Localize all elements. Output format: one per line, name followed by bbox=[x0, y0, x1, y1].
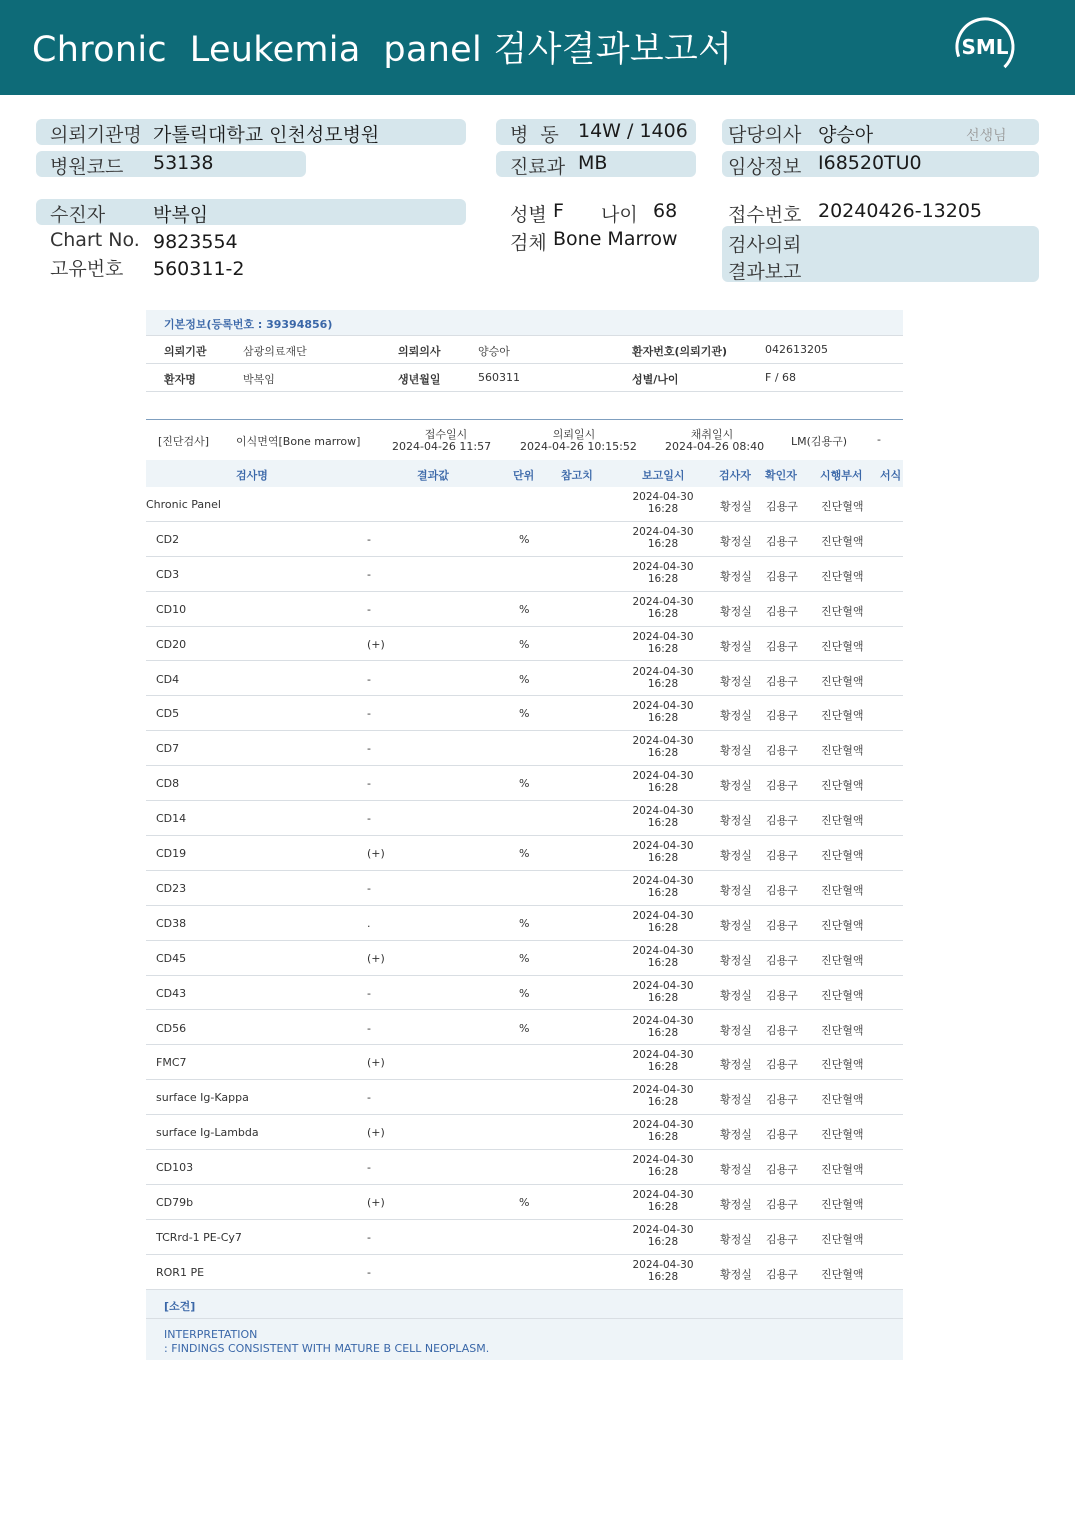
report-time: 16:28 bbox=[647, 1235, 679, 1248]
test-name: CD79b bbox=[156, 1196, 194, 1209]
tester-name: 황정실 bbox=[720, 1232, 752, 1246]
req-label: 의뢰일시 bbox=[552, 428, 596, 441]
table-row bbox=[146, 1115, 903, 1150]
basic-info-title: 기본정보(등록번호 : 39394856) bbox=[164, 318, 333, 331]
tester-name: 황정실 bbox=[720, 1128, 752, 1142]
table-row bbox=[146, 1080, 903, 1115]
result-value: - bbox=[367, 567, 371, 581]
dept-name: 진단혈액 bbox=[821, 779, 864, 793]
report-datetime bbox=[628, 526, 698, 550]
request-label: 검사의뢰 bbox=[728, 234, 802, 256]
unit-value: % bbox=[519, 847, 530, 860]
report-date: 2024-04-30 bbox=[632, 1258, 694, 1271]
report-date: 2024-04-30 bbox=[632, 944, 694, 957]
result-value: (+) bbox=[367, 951, 385, 965]
dept-name: 진단혈액 bbox=[821, 883, 864, 897]
tester-name: 황정실 bbox=[720, 849, 752, 862]
report-datetime bbox=[628, 631, 698, 655]
test-name: CD10 bbox=[156, 602, 187, 616]
report-datetime bbox=[628, 1015, 698, 1039]
col-confirmer: 확인자 bbox=[765, 469, 797, 482]
tester-name: 황정실 bbox=[720, 709, 752, 723]
confirmer-name: 김용구 bbox=[766, 1232, 798, 1246]
accession-label: 접수번호 bbox=[728, 204, 802, 226]
tester-name: 황정실 bbox=[720, 883, 752, 897]
confirmer-name: 김용구 bbox=[766, 674, 798, 688]
test-name: ROR1 PE bbox=[156, 1265, 205, 1279]
report-date: 2024-04-30 bbox=[632, 840, 694, 852]
hospital-code-label: 병원코드 bbox=[50, 156, 124, 178]
table-row bbox=[146, 522, 903, 557]
table-row bbox=[146, 1045, 903, 1080]
report-time: 16:28 bbox=[647, 817, 679, 830]
report-time: 16:28 bbox=[647, 1061, 679, 1074]
exam-type: [진단검사] bbox=[158, 435, 210, 448]
label-doctor: 의뢰의사 bbox=[398, 345, 441, 358]
dept-name: 진단혈액 bbox=[821, 1093, 864, 1107]
sex-value: F bbox=[553, 200, 564, 222]
table-row bbox=[146, 1185, 903, 1220]
interpretation-title: INTERPRETATION bbox=[164, 1328, 258, 1341]
confirmer-name: 김용구 bbox=[766, 814, 798, 828]
unit-value: % bbox=[519, 1021, 530, 1035]
findings-header bbox=[146, 1290, 903, 1318]
confirmer-name: 김용구 bbox=[766, 744, 798, 758]
specimen-label: 검체 bbox=[510, 232, 547, 254]
tester-name: 황정실 bbox=[720, 639, 752, 653]
result-value: - bbox=[367, 672, 371, 686]
table-row bbox=[146, 627, 903, 662]
tester-name: 황정실 bbox=[720, 1058, 752, 1072]
confirmer-name: 김용구 bbox=[766, 1163, 798, 1177]
test-name: CD56 bbox=[156, 1021, 187, 1035]
confirmer-name: 김용구 bbox=[766, 1093, 798, 1107]
tester-name: 황정실 bbox=[720, 674, 752, 688]
col-report-date: 보고일시 bbox=[642, 469, 685, 482]
specimen-value: Bone Marrow bbox=[553, 228, 678, 250]
dept-name: 진단혈액 bbox=[821, 1267, 864, 1281]
report-datetime bbox=[628, 1084, 698, 1108]
ward-label: 병 동 bbox=[510, 124, 559, 146]
interpretation-text: : FINDINGS CONSISTENT WITH MATURE B CELL NEOPLASM. bbox=[164, 1342, 490, 1355]
result-value: (+) bbox=[367, 1196, 385, 1209]
table-row bbox=[146, 1011, 903, 1046]
unit-value: % bbox=[519, 637, 530, 651]
result-value: - bbox=[367, 1161, 371, 1175]
report-time: 16:28 bbox=[647, 572, 679, 585]
age-value: 68 bbox=[653, 200, 678, 222]
dept-name: 진단혈액 bbox=[821, 1128, 864, 1142]
report-datetime bbox=[628, 1119, 698, 1143]
report-datetime bbox=[628, 596, 698, 620]
page-title: Chronic Leukemia panel 검사결과보고서 bbox=[32, 30, 733, 70]
report-date: 2024-04-30 bbox=[632, 1154, 694, 1167]
result-value: (+) bbox=[367, 847, 385, 860]
result-label: 결과보고 bbox=[728, 261, 802, 283]
test-name: CD38 bbox=[156, 916, 187, 930]
lm-value: LM(김용구) bbox=[791, 435, 848, 448]
table-row bbox=[146, 1255, 903, 1290]
test-name: Chronic Panel bbox=[146, 498, 221, 511]
report-datetime bbox=[628, 945, 698, 969]
result-value: - bbox=[367, 532, 371, 546]
result-value: - bbox=[367, 707, 371, 721]
report-time: 16:28 bbox=[647, 607, 679, 620]
ward-value: 14W / 1406 bbox=[578, 120, 688, 142]
report-time: 16:28 bbox=[647, 991, 679, 1004]
doctor-value: 양승아 bbox=[818, 124, 874, 146]
table-row bbox=[146, 1220, 903, 1255]
unit-value: % bbox=[519, 602, 530, 616]
dept-name: 진단혈액 bbox=[821, 709, 864, 723]
exam-info-row bbox=[146, 426, 903, 456]
sex-label: 성별 bbox=[510, 204, 547, 226]
col-unit: 단위 bbox=[513, 469, 535, 482]
col-form: 서식 bbox=[880, 469, 902, 482]
tester-name: 황정실 bbox=[720, 814, 752, 828]
confirmer-name: 김용구 bbox=[766, 849, 798, 862]
report-datetime bbox=[628, 770, 698, 794]
table-row bbox=[146, 801, 903, 836]
confirmer-name: 김용구 bbox=[766, 1267, 798, 1281]
report-date: 2024-04-30 bbox=[632, 630, 694, 643]
value-sex-age: F / 68 bbox=[765, 371, 797, 384]
tester-name: 황정실 bbox=[720, 1198, 752, 1211]
report-datetime bbox=[628, 491, 698, 515]
report-date: 2024-04-30 bbox=[632, 805, 694, 818]
report-datetime bbox=[628, 700, 698, 724]
label-patient-name: 환자명 bbox=[164, 373, 196, 386]
chart-value: 9823554 bbox=[153, 231, 238, 253]
tester-name: 황정실 bbox=[720, 1163, 752, 1177]
test-name: CD8 bbox=[156, 777, 180, 791]
tester-name: 황정실 bbox=[720, 779, 752, 793]
report-time: 16:28 bbox=[647, 956, 679, 969]
result-value: - bbox=[367, 1021, 371, 1035]
unique-label: 고유번호 bbox=[50, 258, 124, 280]
table-header bbox=[146, 460, 903, 487]
dept-name: 진단혈액 bbox=[821, 1023, 864, 1037]
report-datetime bbox=[628, 1189, 698, 1213]
doctor-suffix: 선생님 bbox=[966, 128, 1007, 144]
result-value: . bbox=[367, 916, 371, 930]
report-time: 16:28 bbox=[647, 1166, 679, 1179]
age-label: 나이 bbox=[601, 204, 638, 226]
test-name: CD23 bbox=[156, 881, 187, 895]
tester-name: 황정실 bbox=[720, 744, 752, 758]
report-time: 16:28 bbox=[647, 886, 679, 899]
report-date: 2024-04-30 bbox=[632, 1014, 694, 1027]
result-value: - bbox=[367, 881, 371, 895]
result-value: - bbox=[367, 812, 371, 826]
report-date: 2024-04-30 bbox=[632, 1119, 694, 1132]
institution-value: 가톨릭대학교 인천성모병원 bbox=[153, 124, 380, 146]
interpretation-box bbox=[146, 1319, 903, 1360]
report-time: 16:28 bbox=[647, 503, 679, 515]
col-tester: 검사자 bbox=[719, 469, 751, 482]
report-time: 16:28 bbox=[647, 1026, 679, 1039]
confirmer-name: 김용구 bbox=[766, 918, 798, 932]
dept-name: 진단혈액 bbox=[821, 639, 864, 653]
result-value: (+) bbox=[367, 1126, 385, 1140]
table-row bbox=[146, 941, 903, 976]
hospital-code-value: 53138 bbox=[153, 152, 214, 174]
test-name: CD4 bbox=[156, 672, 180, 686]
report-datetime bbox=[628, 1224, 698, 1248]
doctor-label: 담당의사 bbox=[728, 124, 802, 146]
confirmer-name: 김용구 bbox=[766, 1023, 798, 1037]
confirmer-name: 김용구 bbox=[766, 988, 798, 1002]
tester-name: 황정실 bbox=[720, 1267, 752, 1281]
dept-name: 진단혈액 bbox=[821, 1198, 864, 1211]
report-time: 16:28 bbox=[647, 1096, 679, 1109]
report-time: 16:28 bbox=[647, 677, 679, 690]
label-institution: 의뢰기관 bbox=[164, 345, 207, 358]
col-value: 2024-04-26 08:40 bbox=[665, 440, 765, 453]
result-value: - bbox=[367, 1230, 371, 1244]
accession-value: 20240426-13205 bbox=[818, 200, 983, 222]
test-name: CD2 bbox=[156, 532, 180, 546]
report-date: 2024-04-30 bbox=[632, 1084, 694, 1097]
report-time: 16:28 bbox=[647, 712, 679, 725]
table-row bbox=[146, 696, 903, 731]
basic-info-row-2 bbox=[146, 371, 903, 391]
report-time: 16:28 bbox=[647, 921, 679, 934]
report-time: 16:28 bbox=[647, 537, 679, 550]
test-name: CD43 bbox=[156, 986, 187, 1000]
recipient-label: 수진자 bbox=[50, 204, 106, 226]
table-row bbox=[146, 766, 903, 801]
report-datetime bbox=[628, 1049, 698, 1073]
recv-label: 접수일시 bbox=[424, 428, 468, 441]
report-datetime bbox=[628, 735, 698, 759]
report-time: 16:28 bbox=[647, 782, 679, 795]
result-value: - bbox=[367, 742, 371, 756]
test-name: surface Ig-Kappa bbox=[156, 1091, 249, 1105]
institution-label: 의뢰기관명 bbox=[50, 124, 142, 146]
clinical-label: 임상정보 bbox=[728, 156, 802, 178]
confirmer-name: 김용구 bbox=[766, 639, 798, 653]
report-date: 2024-04-30 bbox=[632, 770, 694, 783]
test-name: CD19 bbox=[156, 847, 187, 860]
dept-label: 진료과 bbox=[510, 156, 566, 178]
result-value: (+) bbox=[367, 637, 385, 651]
result-value: - bbox=[367, 777, 371, 791]
report-datetime bbox=[628, 980, 698, 1004]
unit-value: % bbox=[519, 707, 530, 721]
report-time: 16:28 bbox=[647, 1201, 679, 1213]
table-row bbox=[146, 1150, 903, 1185]
exam-name: 이식면역[Bone marrow] bbox=[236, 435, 361, 448]
confirmer-name: 김용구 bbox=[766, 569, 798, 583]
result-value: (+) bbox=[367, 1056, 385, 1070]
report-datetime bbox=[628, 875, 698, 899]
dept-name: 진단혈액 bbox=[821, 1163, 864, 1177]
req-value: 2024-04-26 10:15:52 bbox=[520, 440, 637, 453]
dept-name: 진단혈액 bbox=[821, 988, 864, 1002]
col-dept: 시행부서 bbox=[820, 469, 863, 482]
table-row bbox=[146, 662, 903, 697]
confirmer-name: 김용구 bbox=[766, 604, 798, 618]
tester-name: 황정실 bbox=[720, 604, 752, 618]
label-birth: 생년월일 bbox=[398, 373, 441, 386]
unit-value: % bbox=[519, 532, 530, 546]
lab-report bbox=[146, 310, 903, 1360]
svg-text:SML: SML bbox=[961, 35, 1009, 59]
report-time: 16:28 bbox=[647, 1270, 679, 1283]
dept-value: MB bbox=[578, 152, 608, 174]
confirmer-name: 김용구 bbox=[766, 709, 798, 723]
value-patient-name: 박복임 bbox=[243, 373, 275, 386]
tester-name: 황정실 bbox=[720, 1093, 752, 1107]
col-reference: 참고치 bbox=[561, 469, 593, 482]
report-datetime bbox=[628, 666, 698, 690]
tester-name: 황정실 bbox=[720, 1023, 752, 1037]
confirmer-name: 김용구 bbox=[766, 779, 798, 793]
report-date: 2024-04-30 bbox=[632, 1223, 694, 1236]
table-row bbox=[146, 592, 903, 627]
result-value: - bbox=[367, 1091, 371, 1105]
unit-value: % bbox=[519, 951, 530, 965]
test-name: surface Ig-Lambda bbox=[156, 1126, 259, 1140]
tester-name: 황정실 bbox=[720, 500, 752, 513]
test-name: TCRrd-1 PE-Cy7 bbox=[156, 1230, 242, 1244]
col-test-name: 검사명 bbox=[236, 469, 268, 482]
confirmer-name: 김용구 bbox=[766, 1128, 798, 1142]
report-time: 16:28 bbox=[647, 747, 679, 760]
report-date: 2024-04-30 bbox=[632, 491, 694, 503]
lm-dash: - bbox=[877, 433, 881, 446]
confirmer-name: 김용구 bbox=[766, 534, 798, 548]
test-name: CD20 bbox=[156, 637, 187, 651]
basic-info-header bbox=[146, 310, 903, 335]
test-name: CD103 bbox=[156, 1161, 194, 1175]
unit-value: % bbox=[519, 672, 530, 686]
unique-value: 560311-2 bbox=[153, 258, 245, 280]
dept-name: 진단혈액 bbox=[821, 500, 864, 513]
dept-name: 진단혈액 bbox=[821, 1058, 864, 1072]
dept-name: 진단혈액 bbox=[821, 849, 864, 862]
report-date: 2024-04-30 bbox=[632, 909, 694, 922]
value-birth: 560311 bbox=[478, 371, 520, 384]
table-row bbox=[146, 557, 903, 592]
report-date: 2024-04-30 bbox=[632, 979, 694, 992]
value-institution: 삼광의료재단 bbox=[243, 345, 307, 358]
report-date: 2024-04-30 bbox=[632, 665, 694, 678]
report-header bbox=[0, 0, 1075, 95]
table-row bbox=[146, 906, 903, 941]
report-time: 16:28 bbox=[647, 642, 679, 655]
confirmer-name: 김용구 bbox=[766, 883, 798, 897]
dept-name: 진단혈액 bbox=[821, 744, 864, 758]
table-row bbox=[146, 871, 903, 906]
report-datetime bbox=[628, 561, 698, 585]
report-date: 2024-04-30 bbox=[632, 595, 694, 608]
confirmer-name: 김용구 bbox=[766, 1058, 798, 1072]
report-date: 2024-04-30 bbox=[632, 1189, 694, 1201]
confirmer-name: 김용구 bbox=[766, 1198, 798, 1211]
unit-value: % bbox=[519, 986, 530, 1000]
report-datetime bbox=[628, 805, 698, 829]
report-datetime bbox=[628, 840, 698, 864]
dept-name: 진단혈액 bbox=[821, 674, 864, 688]
tester-name: 황정실 bbox=[720, 569, 752, 583]
test-name: CD45 bbox=[156, 951, 187, 965]
confirmer-name: 김용구 bbox=[766, 953, 798, 967]
clinical-value: I68520TU0 bbox=[818, 152, 922, 174]
tester-name: 황정실 bbox=[720, 918, 752, 932]
dept-name: 진단혈액 bbox=[821, 953, 864, 967]
table-row bbox=[146, 487, 903, 522]
table-row bbox=[146, 731, 903, 766]
recipient-value: 박복임 bbox=[153, 204, 209, 226]
value-doctor: 양승아 bbox=[478, 345, 510, 358]
label-sex-age: 성별/나이 bbox=[632, 373, 679, 386]
dept-name: 진단혈액 bbox=[821, 604, 864, 618]
test-name: CD3 bbox=[156, 567, 180, 581]
confirmer-name: 김용구 bbox=[766, 500, 798, 513]
table-row bbox=[146, 976, 903, 1011]
dept-name: 진단혈액 bbox=[821, 534, 864, 548]
chart-label: Chart No. bbox=[50, 229, 140, 251]
report-time: 16:28 bbox=[647, 852, 679, 864]
dept-name: 진단혈액 bbox=[821, 1232, 864, 1246]
dept-name: 진단혈액 bbox=[821, 918, 864, 932]
findings-title: [소견] bbox=[164, 1300, 196, 1313]
tester-name: 황정실 bbox=[720, 534, 752, 548]
result-value: - bbox=[367, 986, 371, 1000]
unit-value: % bbox=[519, 1196, 530, 1209]
report-date: 2024-04-30 bbox=[632, 700, 694, 713]
report-datetime bbox=[628, 910, 698, 934]
sml-logo-icon bbox=[952, 14, 1018, 80]
test-name: CD14 bbox=[156, 812, 187, 826]
report-date: 2024-04-30 bbox=[632, 735, 694, 748]
unit-value: % bbox=[519, 777, 530, 791]
test-name: FMC7 bbox=[156, 1056, 187, 1070]
col-label: 채취일시 bbox=[690, 428, 734, 441]
dept-name: 진단혈액 bbox=[821, 569, 864, 583]
tester-name: 황정실 bbox=[720, 988, 752, 1002]
dept-name: 진단혈액 bbox=[821, 814, 864, 828]
label-patient-no: 환자번호(의뢰기관) bbox=[632, 345, 728, 358]
report-date: 2024-04-30 bbox=[632, 874, 694, 887]
test-name: CD5 bbox=[156, 707, 180, 721]
value-patient-no: 042613205 bbox=[765, 343, 828, 356]
result-value: - bbox=[367, 1265, 371, 1279]
report-date: 2024-04-30 bbox=[632, 525, 694, 538]
col-result: 결과값 bbox=[417, 469, 449, 482]
report-time: 16:28 bbox=[647, 1131, 679, 1144]
test-name: CD7 bbox=[156, 742, 180, 756]
table-row bbox=[146, 836, 903, 871]
report-datetime bbox=[628, 1154, 698, 1178]
report-date: 2024-04-30 bbox=[632, 1049, 694, 1062]
report-date: 2024-04-30 bbox=[632, 560, 694, 573]
unit-value: % bbox=[519, 916, 530, 930]
result-value: - bbox=[367, 602, 371, 616]
recv-value: 2024-04-26 11:57 bbox=[392, 440, 492, 453]
tester-name: 황정실 bbox=[720, 953, 752, 967]
report-datetime bbox=[628, 1259, 698, 1283]
basic-info-row-1 bbox=[146, 343, 903, 363]
